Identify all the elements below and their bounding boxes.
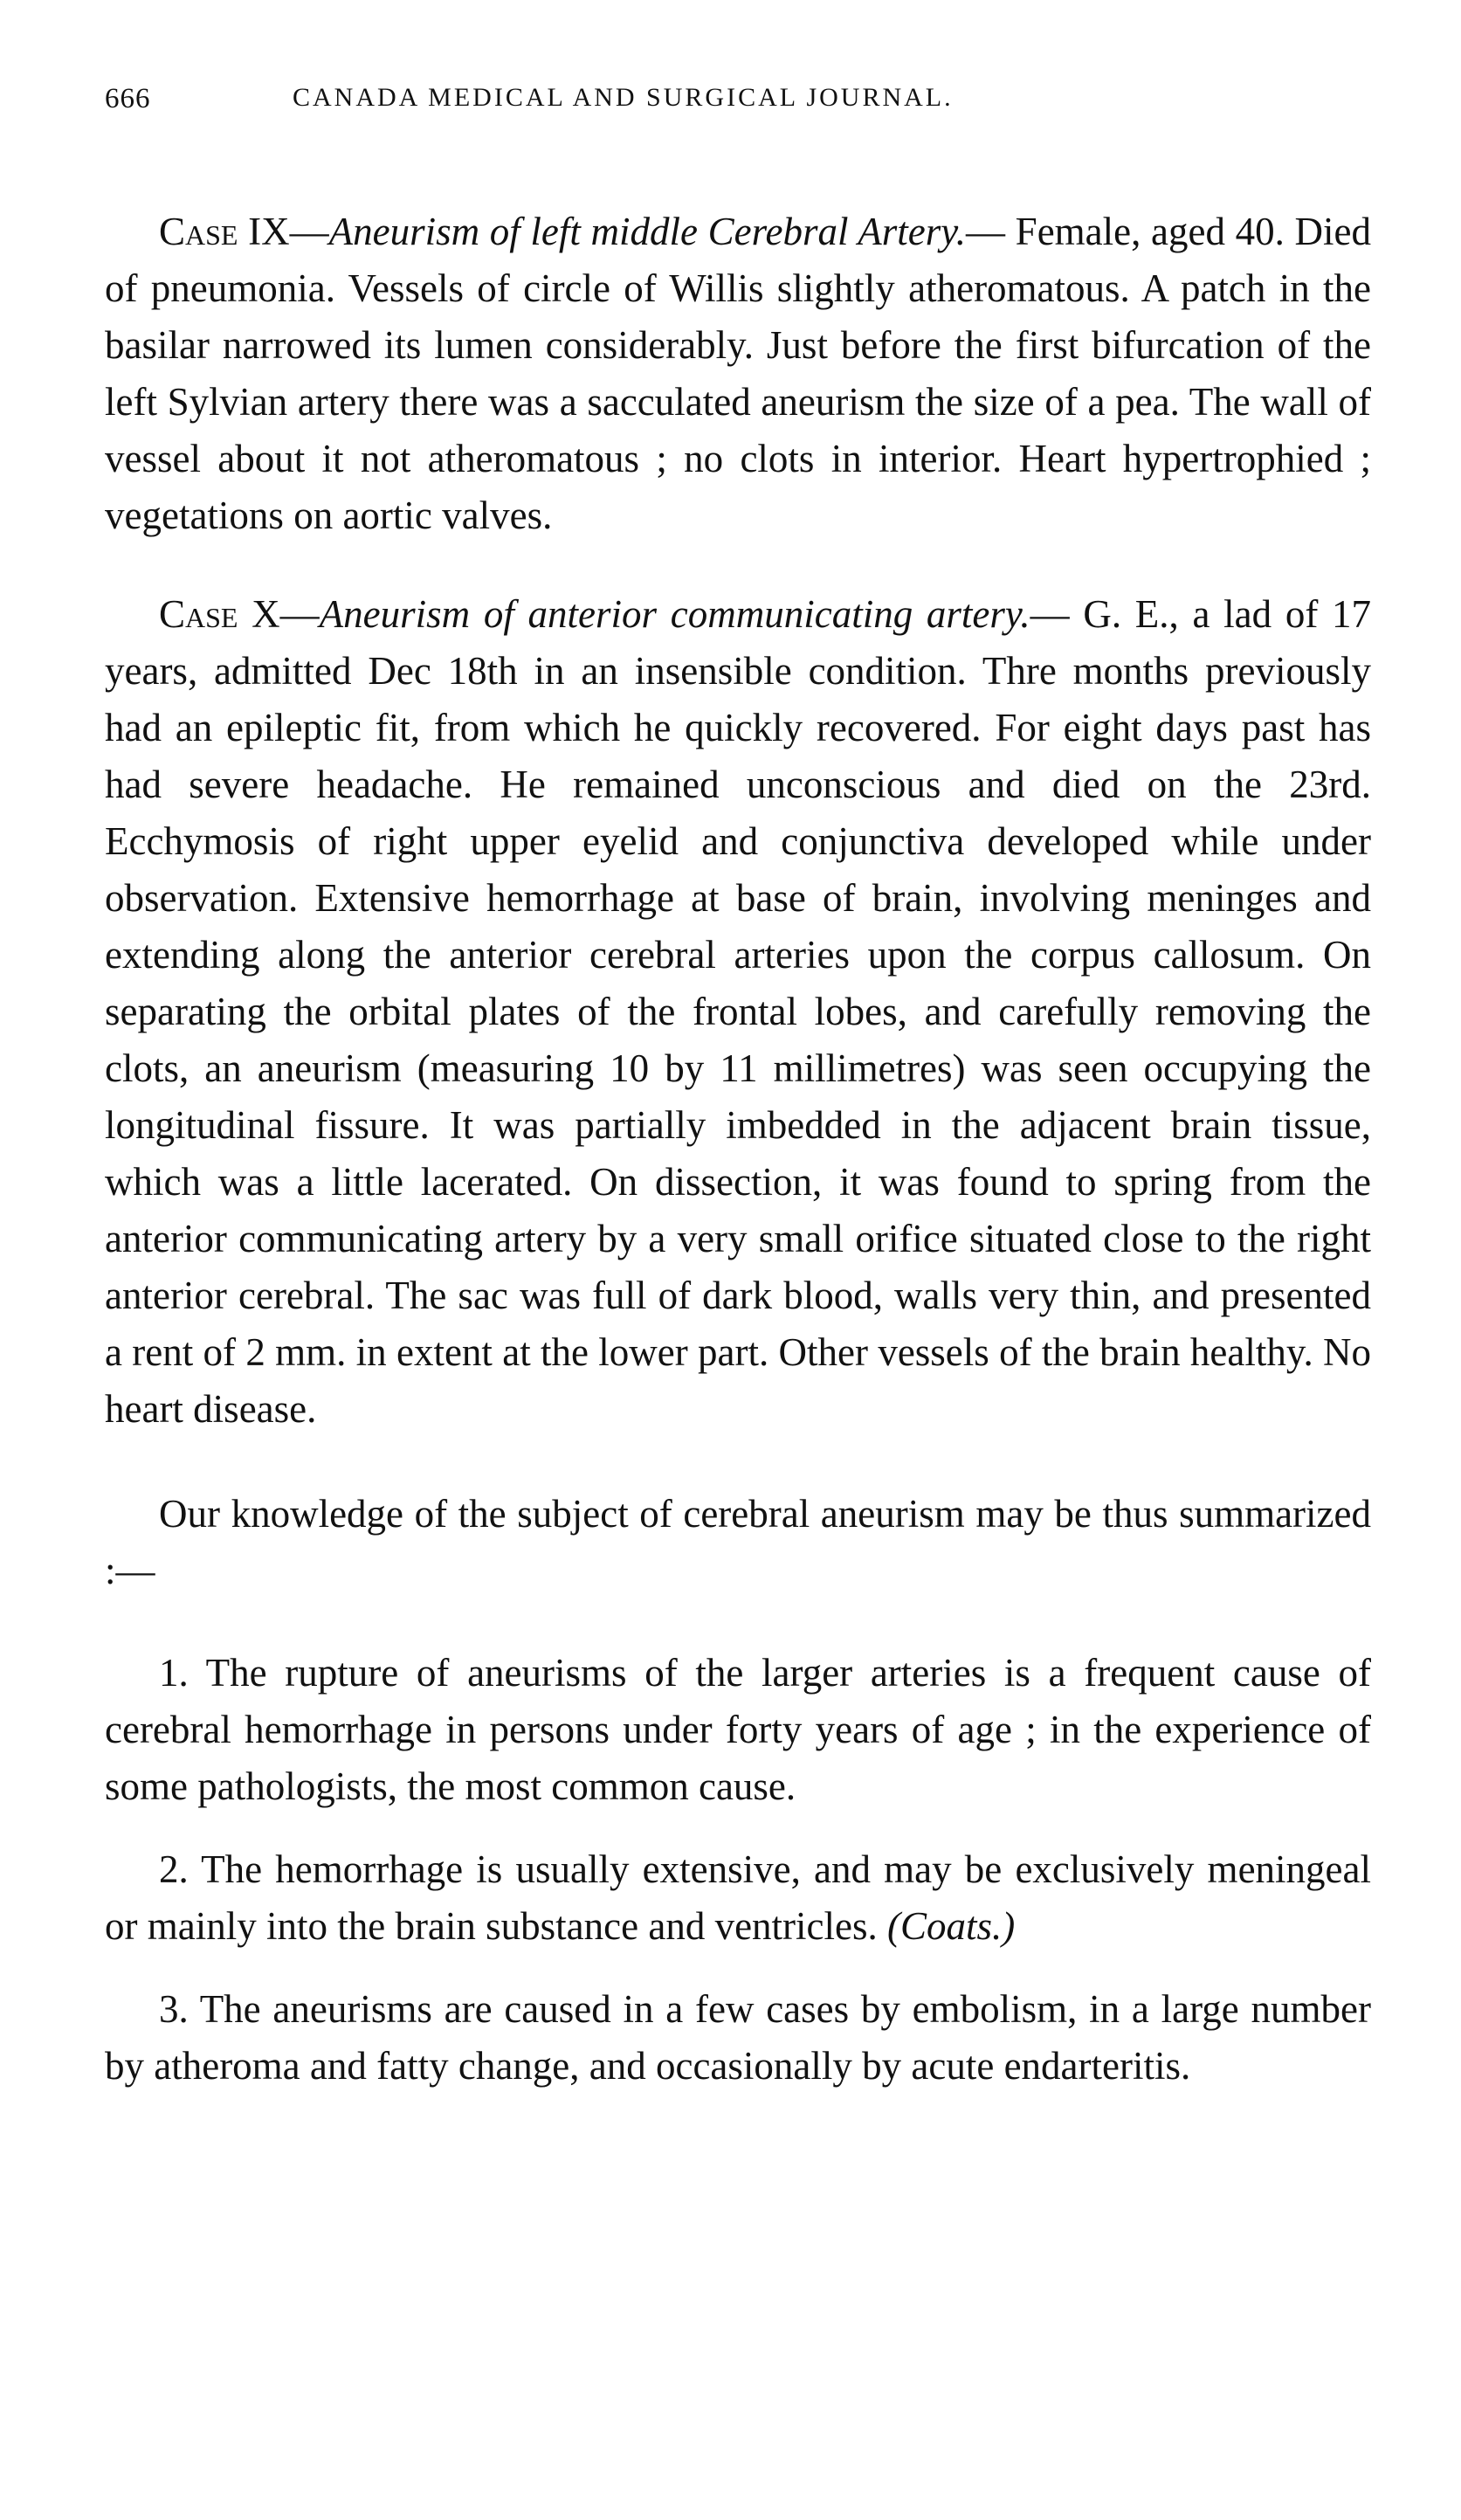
summary-item-2-citation: (Coats.) <box>887 1904 1016 1948</box>
summary-item-2 <box>105 1841 1371 1955</box>
summary-intro: Our knowledge of the subject of cerebral aneurism may be thus summarized :— <box>105 1492 1371 1592</box>
case-nine-title: Aneurism of left middle Cerebral Artery. <box>328 210 967 253</box>
journal-page <box>105 83 1371 2095</box>
page-number: 666 <box>105 83 151 114</box>
case-nine-text: — Female, aged 40. Died of pneumonia. Vessels of circle of Willis slightly atheromatous. A patch in the basilar narrowed its lumen considerably. Just before the first bifurcation of the left Sylvian artery there was a sacculated aneurism the size of a pea. The wall of vessel about it not atheromatous ; no clots in interior. Heart hypertrophied ; vegetations on aortic valves. <box>105 210 1371 537</box>
case-nine-dash: — <box>289 210 329 253</box>
case-ten-text: — G. E., a lad of 17 years, admitted Dec 18th in an insensible condition. Thre months previously had an epileptic fit, from which he quickly recovered. For eight days past has had severe headache. He remained unconscious and died on the 23rd. Ecchymosis of right upper eyelid and conjunctiva developed while under observation. Extensive hemorrhage at base of brain, involving meninges and extending along the anterior cerebral arteries upon the corpus callosum. On separating the orbital plates of the frontal lobes, and carefully removing the clots, an aneurism (measuring 10 by 11 millimetres) was seen occupying the longitudinal fissure. It was partially imbedded in the adjacent brain tissue, which was a little lacerated. On dissection, it was found to spring from the anterior communicating artery by a very small orifice situated close to the right anterior cerebral. The sac was full of dark blood, walls very thin, and presented a rent of 2 mm. in extent at the lower part. Other vessels of the brain healthy. No heart disease. <box>105 592 1372 1431</box>
summary-item-2-text: 2. The hemorrhage is usually extensive, and may be exclusively meningeal or mainly into the brain substance and ventricles. <box>105 1847 1371 1948</box>
case-ten-dash: — <box>279 592 320 636</box>
case-nine-paragraph <box>105 204 1371 544</box>
summary-item-3: 3. The aneurisms are caused in a few cases by embolism, in a large number by atheroma and fatty change, and occasionally by acute endarteritis. <box>105 1987 1371 2088</box>
summary-item-1: 1. The rupture of aneurisms of the larger arteries is a frequent cause of cerebral hemorrhage in persons under forty years of age ; in the experience of some pathologists, the most common cause. <box>105 1651 1371 1808</box>
case-ten-paragraph <box>105 586 1371 1438</box>
case-ten-title: Aneurism of anterior communicating artery. <box>319 592 1030 636</box>
running-title: CANADA MEDICAL AND SURGICAL JOURNAL. <box>293 83 954 112</box>
case-ten-label: Case X <box>159 592 280 636</box>
page-header <box>105 83 1371 144</box>
case-nine-label: Case IX <box>159 210 290 253</box>
